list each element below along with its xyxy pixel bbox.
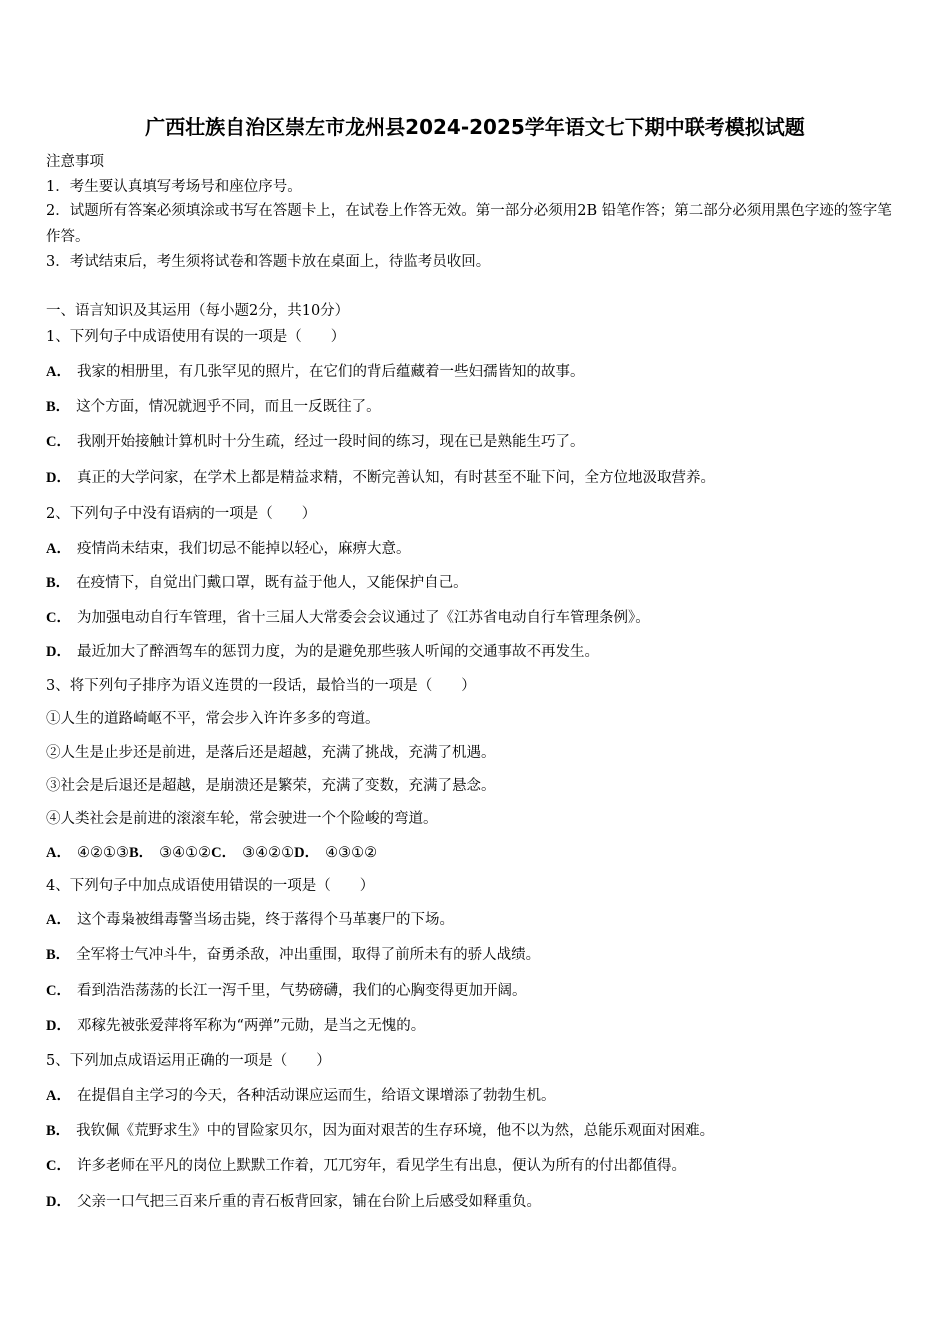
- option-label: A．: [46, 912, 71, 928]
- option-label: D．: [46, 1018, 71, 1034]
- question-3-option-d: [294, 845, 377, 861]
- option-text: 邓稼先被张爱萍将军称为“两弹”元勋，是当之无愧的。: [76, 1018, 426, 1034]
- option-label: D．: [46, 644, 71, 660]
- option-label: B．: [46, 575, 71, 591]
- option-label: C．: [46, 434, 71, 450]
- option-label: C．: [211, 845, 237, 861]
- option-text: ③④①②: [159, 845, 212, 861]
- notice-item-2: 2．试题所有答案必须填涂或书写在答题卡上，在试卷上作答无效。第一部分必须用2B 铅笔作答；第二部分必须用黑色字迹的签字笔作答。: [46, 203, 892, 245]
- option-text: 在疫情下，自觉出门戴口罩，既有益于他人，又能保护自己。: [76, 575, 468, 591]
- question-3-sentence-2: ②人生是止步还是前进，是落后还是超越，充满了挑战，充满了机遇。: [46, 745, 496, 761]
- exam-title: 广西壮族自治区崇左市龙州县2024-2025学年语文七下期中联考模拟试题: [145, 115, 805, 139]
- option-text: 真正的大学问家，在学术上都是精益求精，不断完善认知，有时甚至不耻下问，全方位地汲取营养。: [76, 470, 715, 486]
- option-label: C．: [46, 983, 71, 999]
- option-label: A．: [46, 541, 71, 557]
- notice-item-1: 1．考生要认真填写考场号和座位序号。: [46, 179, 302, 195]
- option-text: 看到浩浩荡荡的长江一泻千里，气势磅礴，我们的心胸变得更加开阔。: [76, 983, 527, 999]
- option-label: D．: [46, 1194, 71, 1210]
- question-1-stem: 1、下列句子中成语使用有误的一项是（ ）: [46, 329, 346, 345]
- question-3-sentence-4: ④人类社会是前进的滚滚车轮，常会驶进一个个险峻的弯道。: [46, 811, 438, 827]
- question-1-option-c: [46, 432, 584, 452]
- option-label: D．: [46, 470, 71, 486]
- option-text: 疫情尚未结束，我们切忌不能掉以轻心，麻痹大意。: [76, 541, 411, 557]
- option-text: 父亲一口气把三百来斤重的青石板背回家，铺在台阶上后感受如释重负。: [76, 1194, 541, 1210]
- question-3-option-a: [46, 845, 129, 861]
- option-label: A．: [46, 845, 71, 861]
- option-label: C．: [46, 1158, 71, 1174]
- question-4-option-d: [46, 1016, 425, 1036]
- option-label: C．: [46, 610, 71, 626]
- notice-heading: 注意事项: [46, 154, 104, 170]
- option-label: B．: [128, 845, 154, 861]
- option-text: 许多老师在平凡的岗位上默默工作着，兀兀穷年，看见学生有出息，便认为所有的付出都值得。: [76, 1158, 686, 1174]
- question-1-option-a: [46, 362, 584, 382]
- option-label: A．: [46, 1088, 71, 1104]
- option-label: A．: [46, 364, 71, 380]
- notice-item-3: 3．考试结束后，考生须将试卷和答题卡放在桌面上，待监考员收回。: [46, 254, 491, 270]
- question-3-option-b: [129, 845, 211, 861]
- option-text: 我刚开始接触计算机时十分生疏，经过一段时间的练习，现在已是熟能生巧了。: [76, 434, 585, 450]
- question-4-option-b: [46, 945, 540, 965]
- section-heading: 一、语言知识及其运用（每小题2分，共10分）: [46, 303, 350, 319]
- option-text: 这个毒枭被缉毒警当场击毙，终于落得个马革裹尸的下场。: [76, 912, 454, 928]
- option-text: ④②①③: [76, 845, 129, 861]
- question-1-option-d: [46, 468, 715, 488]
- option-text: 全军将士气冲斗牛，奋勇杀敌，冲出重围，取得了前所未有的骄人战绩。: [76, 947, 541, 963]
- question-1-option-b: [46, 397, 381, 417]
- question-2-option-d: [46, 642, 599, 662]
- option-label: B．: [46, 1123, 71, 1139]
- question-3-sentence-3: ③社会是后退还是超越，是崩溃还是繁荣，充满了变数，充满了悬念。: [46, 778, 496, 794]
- question-5-option-c: [46, 1156, 686, 1176]
- option-text: 我家的相册里，有几张罕见的照片，在它们的背后蕴藏着一些妇孺皆知的故事。: [76, 364, 585, 380]
- option-label: B．: [46, 947, 71, 963]
- option-text: 为加强电动自行车管理，省十三届人大常委会会议通过了《江苏省电动自行车管理条例》。: [76, 610, 650, 626]
- option-text: 这个方面，情况就迥乎不同，而且一反既往了。: [76, 399, 381, 415]
- question-2-stem: 2、下列句子中没有语病的一项是（ ）: [46, 506, 317, 522]
- option-text: ③④②①: [242, 845, 295, 861]
- question-5-option-b: [46, 1121, 714, 1141]
- option-label: D．: [294, 845, 320, 861]
- option-text: ④③①②: [325, 845, 378, 861]
- question-3-option-c: [211, 845, 294, 861]
- question-5-stem: 5、下列加点成语运用正确的一项是（ ）: [46, 1053, 331, 1069]
- question-5-option-d: [46, 1192, 541, 1212]
- question-2-option-c: [46, 608, 650, 628]
- question-3-options-row: [46, 843, 377, 863]
- option-text: 我钦佩《荒野求生》中的冒险家贝尔，因为面对艰苦的生存环境，他不以为然，总能乐观面对困难。: [76, 1123, 715, 1139]
- question-4-stem: 4、下列句子中加点成语使用错误的一项是（ ）: [46, 878, 375, 894]
- question-3-sentence-1: ①人生的道路崎岖不平，常会步入许许多多的弯道。: [46, 711, 380, 727]
- option-text: 在提倡自主学习的今天，各种活动课应运而生，给语文课增添了勃勃生机。: [76, 1088, 556, 1104]
- option-text: 最近加大了醉酒驾车的惩罚力度，为的是避免那些骇人听闻的交通事故不再发生。: [76, 644, 599, 660]
- question-4-option-a: [46, 910, 454, 930]
- question-2-option-a: [46, 539, 410, 559]
- question-4-option-c: [46, 981, 526, 1001]
- question-2-option-b: [46, 573, 468, 593]
- option-label: B．: [46, 399, 71, 415]
- question-5-option-a: [46, 1086, 555, 1106]
- question-3-stem: 3、将下列句子排序为语义连贯的一段话，最恰当的一项是（ ）: [46, 678, 476, 694]
